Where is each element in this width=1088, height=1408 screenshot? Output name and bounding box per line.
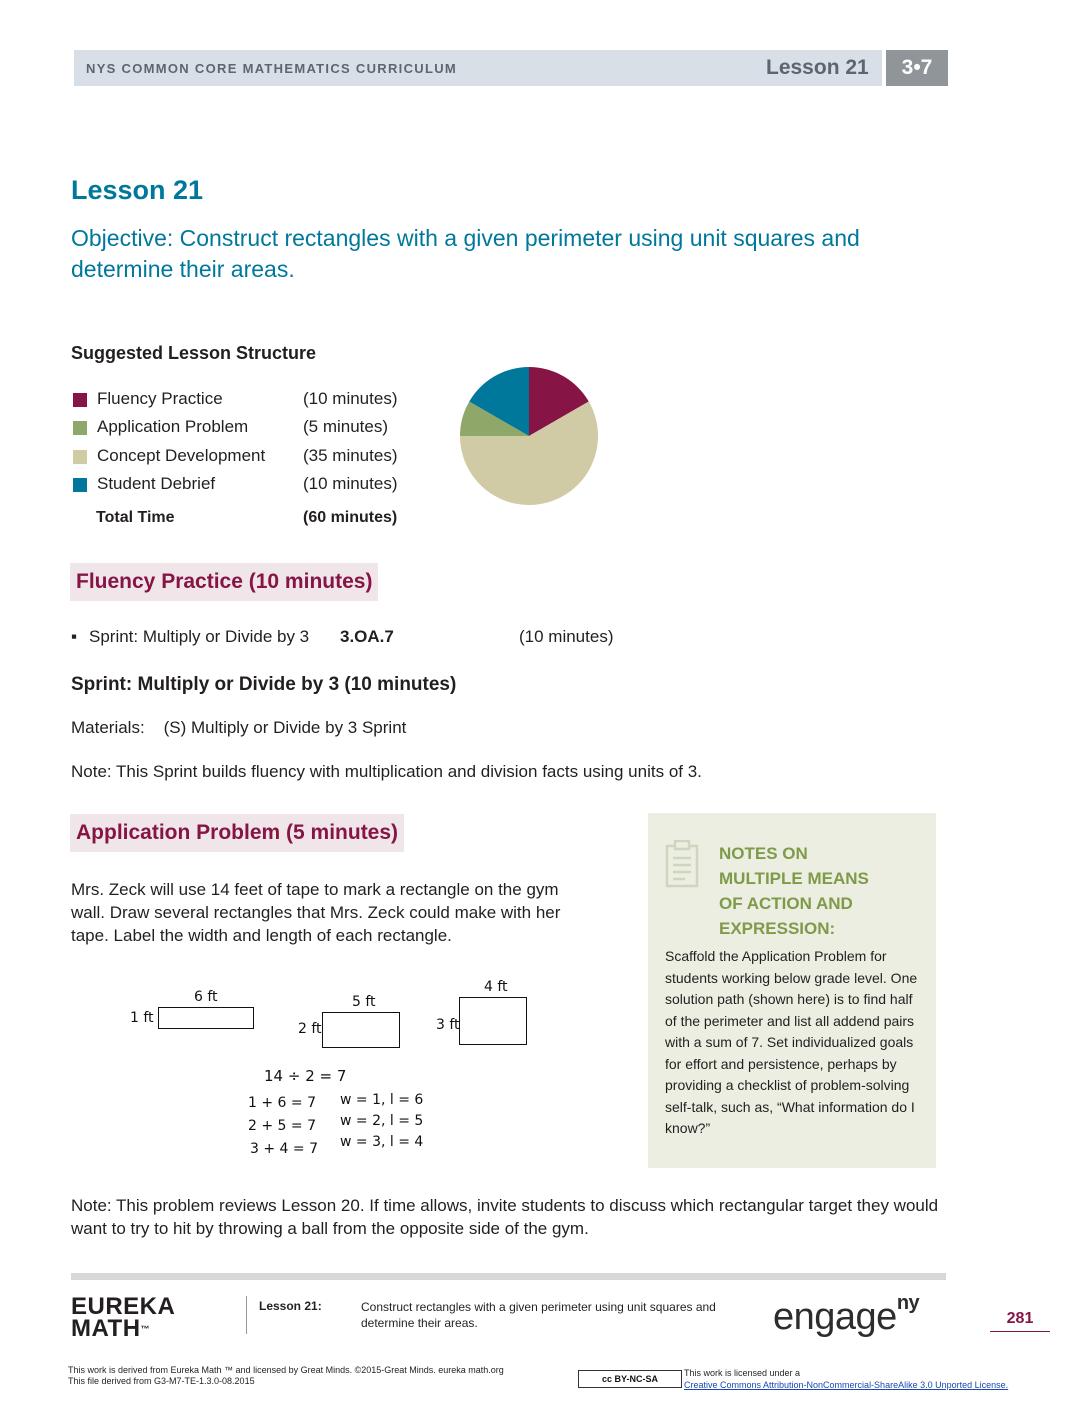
objective: Objective: Construct rectangles with a given perimeter using unit squares and determine their areas. bbox=[71, 225, 860, 282]
total-time-label: Total Time bbox=[96, 509, 175, 526]
legend-label: Fluency Practice bbox=[97, 389, 223, 408]
bullet-icon: ▪ bbox=[71, 627, 78, 646]
notes-document-icon bbox=[665, 840, 703, 890]
legend-swatch bbox=[73, 478, 87, 492]
student-sketch bbox=[130, 975, 550, 1165]
sketch-length-label: 6 ft bbox=[194, 989, 218, 1005]
legend-swatch bbox=[73, 421, 87, 435]
logo-tm: ™ bbox=[140, 1324, 151, 1334]
license-text: This work is licensed under a bbox=[684, 1368, 801, 1378]
header-lesson: Lesson 21 bbox=[766, 56, 869, 79]
lesson-structure-pie-chart bbox=[458, 365, 600, 507]
legend-swatch bbox=[73, 393, 87, 407]
sketch-width-label: 2 ft bbox=[298, 1021, 322, 1037]
footer-lesson-label: Lesson 21: bbox=[259, 1299, 322, 1313]
sketch-sum: 1 + 6 = 7 bbox=[248, 1095, 316, 1111]
cc-license-badge[interactable]: cc BY-NC-SA bbox=[578, 1370, 682, 1388]
engageny-logo bbox=[773, 1292, 920, 1339]
derived-note-2: This file derived from G3-M7-TE-1.3.0-08.2015 bbox=[68, 1376, 255, 1386]
application-problem-text: Mrs. Zeck will use 14 feet of tape to mark a rectangle on the gym wall. Draw several rectangles that Mrs. Zeck could make with her tape. Label the width and length of each rectangle. bbox=[71, 880, 561, 945]
footer-lesson-desc: Construct rectangles with a given perimeter using unit squares and determine their areas. bbox=[361, 1300, 716, 1330]
footer-divider bbox=[246, 1296, 247, 1334]
application-note: Note: This problem reviews Lesson 20. If time allows, invite students to discuss which rectangular target they would want to try to hit by throwing a ball from the opposite side of the gym. bbox=[71, 1196, 939, 1238]
page-title: Lesson 21 bbox=[71, 175, 204, 205]
sketch-pair: w = 1, l = 6 bbox=[340, 1092, 424, 1108]
legend-minutes: (5 minutes) bbox=[303, 417, 389, 436]
legend-minutes: (35 minutes) bbox=[303, 446, 398, 465]
legend-minutes: (10 minutes) bbox=[303, 389, 398, 408]
total-time-value: (60 minutes) bbox=[303, 509, 398, 526]
sketch-division: 14 ÷ 2 = 7 bbox=[264, 1067, 347, 1085]
application-section-header: Application Problem (5 minutes) bbox=[70, 814, 404, 852]
page-number: 281 bbox=[990, 1310, 1050, 1332]
sketch-sum: 3 + 4 = 7 bbox=[250, 1141, 318, 1157]
sketch-rectangle-2 bbox=[322, 1012, 400, 1048]
legend-minutes: (10 minutes) bbox=[303, 474, 398, 493]
fluency-bullet-standard: 3.OA.7 bbox=[340, 627, 394, 646]
engage-ny: ny bbox=[896, 1292, 920, 1315]
structure-title: Suggested Lesson Structure bbox=[71, 343, 317, 363]
sprint-title: Sprint: Multiply or Divide by 3 (10 minutes) bbox=[71, 674, 457, 695]
engage-text: engage bbox=[773, 1296, 897, 1338]
sketch-rectangle-3 bbox=[459, 997, 527, 1045]
logo-line-2: MATH bbox=[71, 1315, 141, 1342]
legend-label: Concept Development bbox=[97, 446, 266, 465]
sketch-length-label: 5 ft bbox=[352, 994, 376, 1010]
fluency-bullet-minutes: (10 minutes) bbox=[519, 627, 614, 646]
sketch-sum: 2 + 5 = 7 bbox=[248, 1118, 316, 1134]
footer-rule bbox=[71, 1273, 946, 1280]
sketch-width-label: 1 ft bbox=[130, 1010, 154, 1026]
legend-label: Application Problem bbox=[97, 417, 249, 436]
legend-label: Student Debrief bbox=[97, 474, 216, 493]
logo-line-1: EUREKA bbox=[71, 1293, 176, 1320]
sketch-pair: w = 2, l = 5 bbox=[340, 1113, 424, 1129]
license-link[interactable]: Creative Commons Attribution-NonCommercial-ShareAlike 3.0 Unported License. bbox=[684, 1380, 1009, 1390]
derived-note-1: This work is derived from Eureka Math ™ and licensed by Great Minds. ©2015-Great Minds. eureka math.org bbox=[68, 1365, 504, 1375]
sprint-note: Note: This Sprint builds fluency with multiplication and division facts using units of 3. bbox=[71, 762, 702, 781]
sketch-length-label: 4 ft bbox=[484, 979, 508, 995]
notes-sidebar bbox=[648, 813, 936, 1168]
sketch-pair: w = 3, l = 4 bbox=[340, 1134, 424, 1150]
fluency-section-header: Fluency Practice (10 minutes) bbox=[70, 563, 378, 601]
sprint-materials: Materials: (S) Multiply or Divide by 3 Sprint bbox=[71, 718, 407, 737]
sketch-rectangle-1 bbox=[158, 1007, 254, 1029]
eureka-math-logo bbox=[71, 1293, 176, 1342]
notes-title: NOTES ON MULTIPLE MEANS OF ACTION AND EXPRESSION: bbox=[719, 844, 869, 938]
sketch-width-label: 3 ft bbox=[436, 1017, 460, 1033]
fluency-bullet-text: Sprint: Multiply or Divide by 3 bbox=[89, 627, 310, 646]
curriculum-title: NYS COMMON CORE MATHEMATICS CURRICULUM bbox=[86, 61, 458, 76]
notes-body: Scaffold the Application Problem for students working below grade level. One solution path (shown here) is to find half of the perimeter and list all addend pairs with a sum of 7. Set individualized goals for effort and persistence, perhaps by providing a checklist of problem-solving self-talk, such as, “What information do I know?” bbox=[665, 948, 918, 1136]
legend-swatch bbox=[73, 450, 87, 464]
grade-module-badge: 3•7 bbox=[886, 50, 948, 86]
